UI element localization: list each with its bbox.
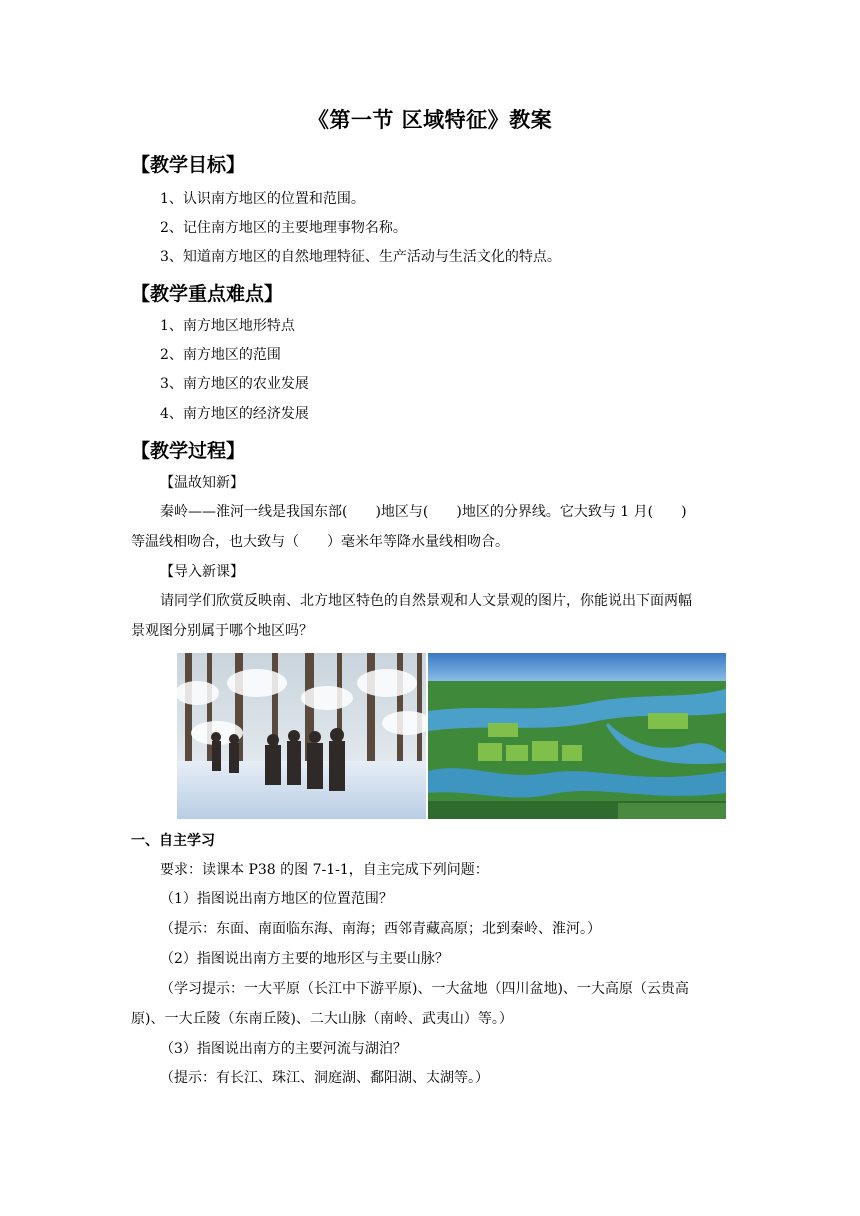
intro-text-line: 请同学们欣赏反映南、北方地区特色的自然景观和人文景观的图片，你能说出下面两幅 bbox=[160, 593, 692, 609]
north-winter-forest-image bbox=[177, 653, 426, 819]
goal-item: 3、知道南方地区的自然地理特征、生产活动与生活文化的特点。 bbox=[160, 249, 561, 265]
hint-2-line: （学习提示：一大平原（长江中下游平原)、一大盆地（四川盆地)、一大高原（云贵高 bbox=[160, 981, 689, 997]
review-text-line: 秦岭——淮河一线是我国东部( )地区与( )地区的分界线。它大致与 1 月( ) bbox=[160, 504, 687, 520]
goal-item: 1、认识南方地区的位置和范围。 bbox=[160, 191, 365, 207]
document-title: 《第一节 区域特征》教案 bbox=[307, 107, 553, 132]
intro-label: 【导入新课】 bbox=[160, 564, 244, 580]
review-label: 【温故知新】 bbox=[160, 475, 244, 491]
hint-1: （提示：东面、南面临东海、南海；西邻青藏高原；北到秦岭、淮河。） bbox=[160, 921, 601, 937]
intro-text-line: 景观图分别属于哪个地区吗？ bbox=[131, 623, 313, 639]
key-point-item: 1、南方地区地形特点 bbox=[160, 318, 295, 334]
question-1: （1）指图说出南方地区的位置范围？ bbox=[160, 891, 393, 907]
south-water-town-image bbox=[428, 653, 726, 819]
section-heading-process: 【教学过程】 bbox=[131, 440, 246, 462]
hint-3: （提示：有长江、珠江、洞庭湖、鄱阳湖、太湖等。） bbox=[160, 1070, 489, 1086]
self-study-heading: 一、自主学习 bbox=[131, 833, 215, 849]
key-point-item: 4、南方地区的经济发展 bbox=[160, 406, 309, 422]
question-3: （3）指图说出南方的主要河流与湖泊？ bbox=[160, 1041, 407, 1057]
review-text-line: 等温线相吻合，也大致与（ ）毫米年等降水量线相吻合。 bbox=[131, 534, 509, 550]
hint-2-line: 原)、一大丘陵（东南丘陵)、二大山脉（南岭、武夷山）等。） bbox=[131, 1011, 513, 1027]
question-2: （2）指图说出南方主要的地形区与主要山脉？ bbox=[160, 951, 449, 967]
goal-item: 2、记住南方地区的主要地理事物名称。 bbox=[160, 220, 407, 236]
self-study-requirement: 要求：读课本 P38 的图 7-1-1，自主完成下列问题： bbox=[160, 862, 489, 878]
key-point-item: 3、南方地区的农业发展 bbox=[160, 376, 309, 392]
section-heading-key-points: 【教学重点难点】 bbox=[131, 283, 284, 305]
key-point-item: 2、南方地区的范围 bbox=[160, 347, 281, 363]
section-heading-goals: 【教学目标】 bbox=[131, 154, 246, 176]
